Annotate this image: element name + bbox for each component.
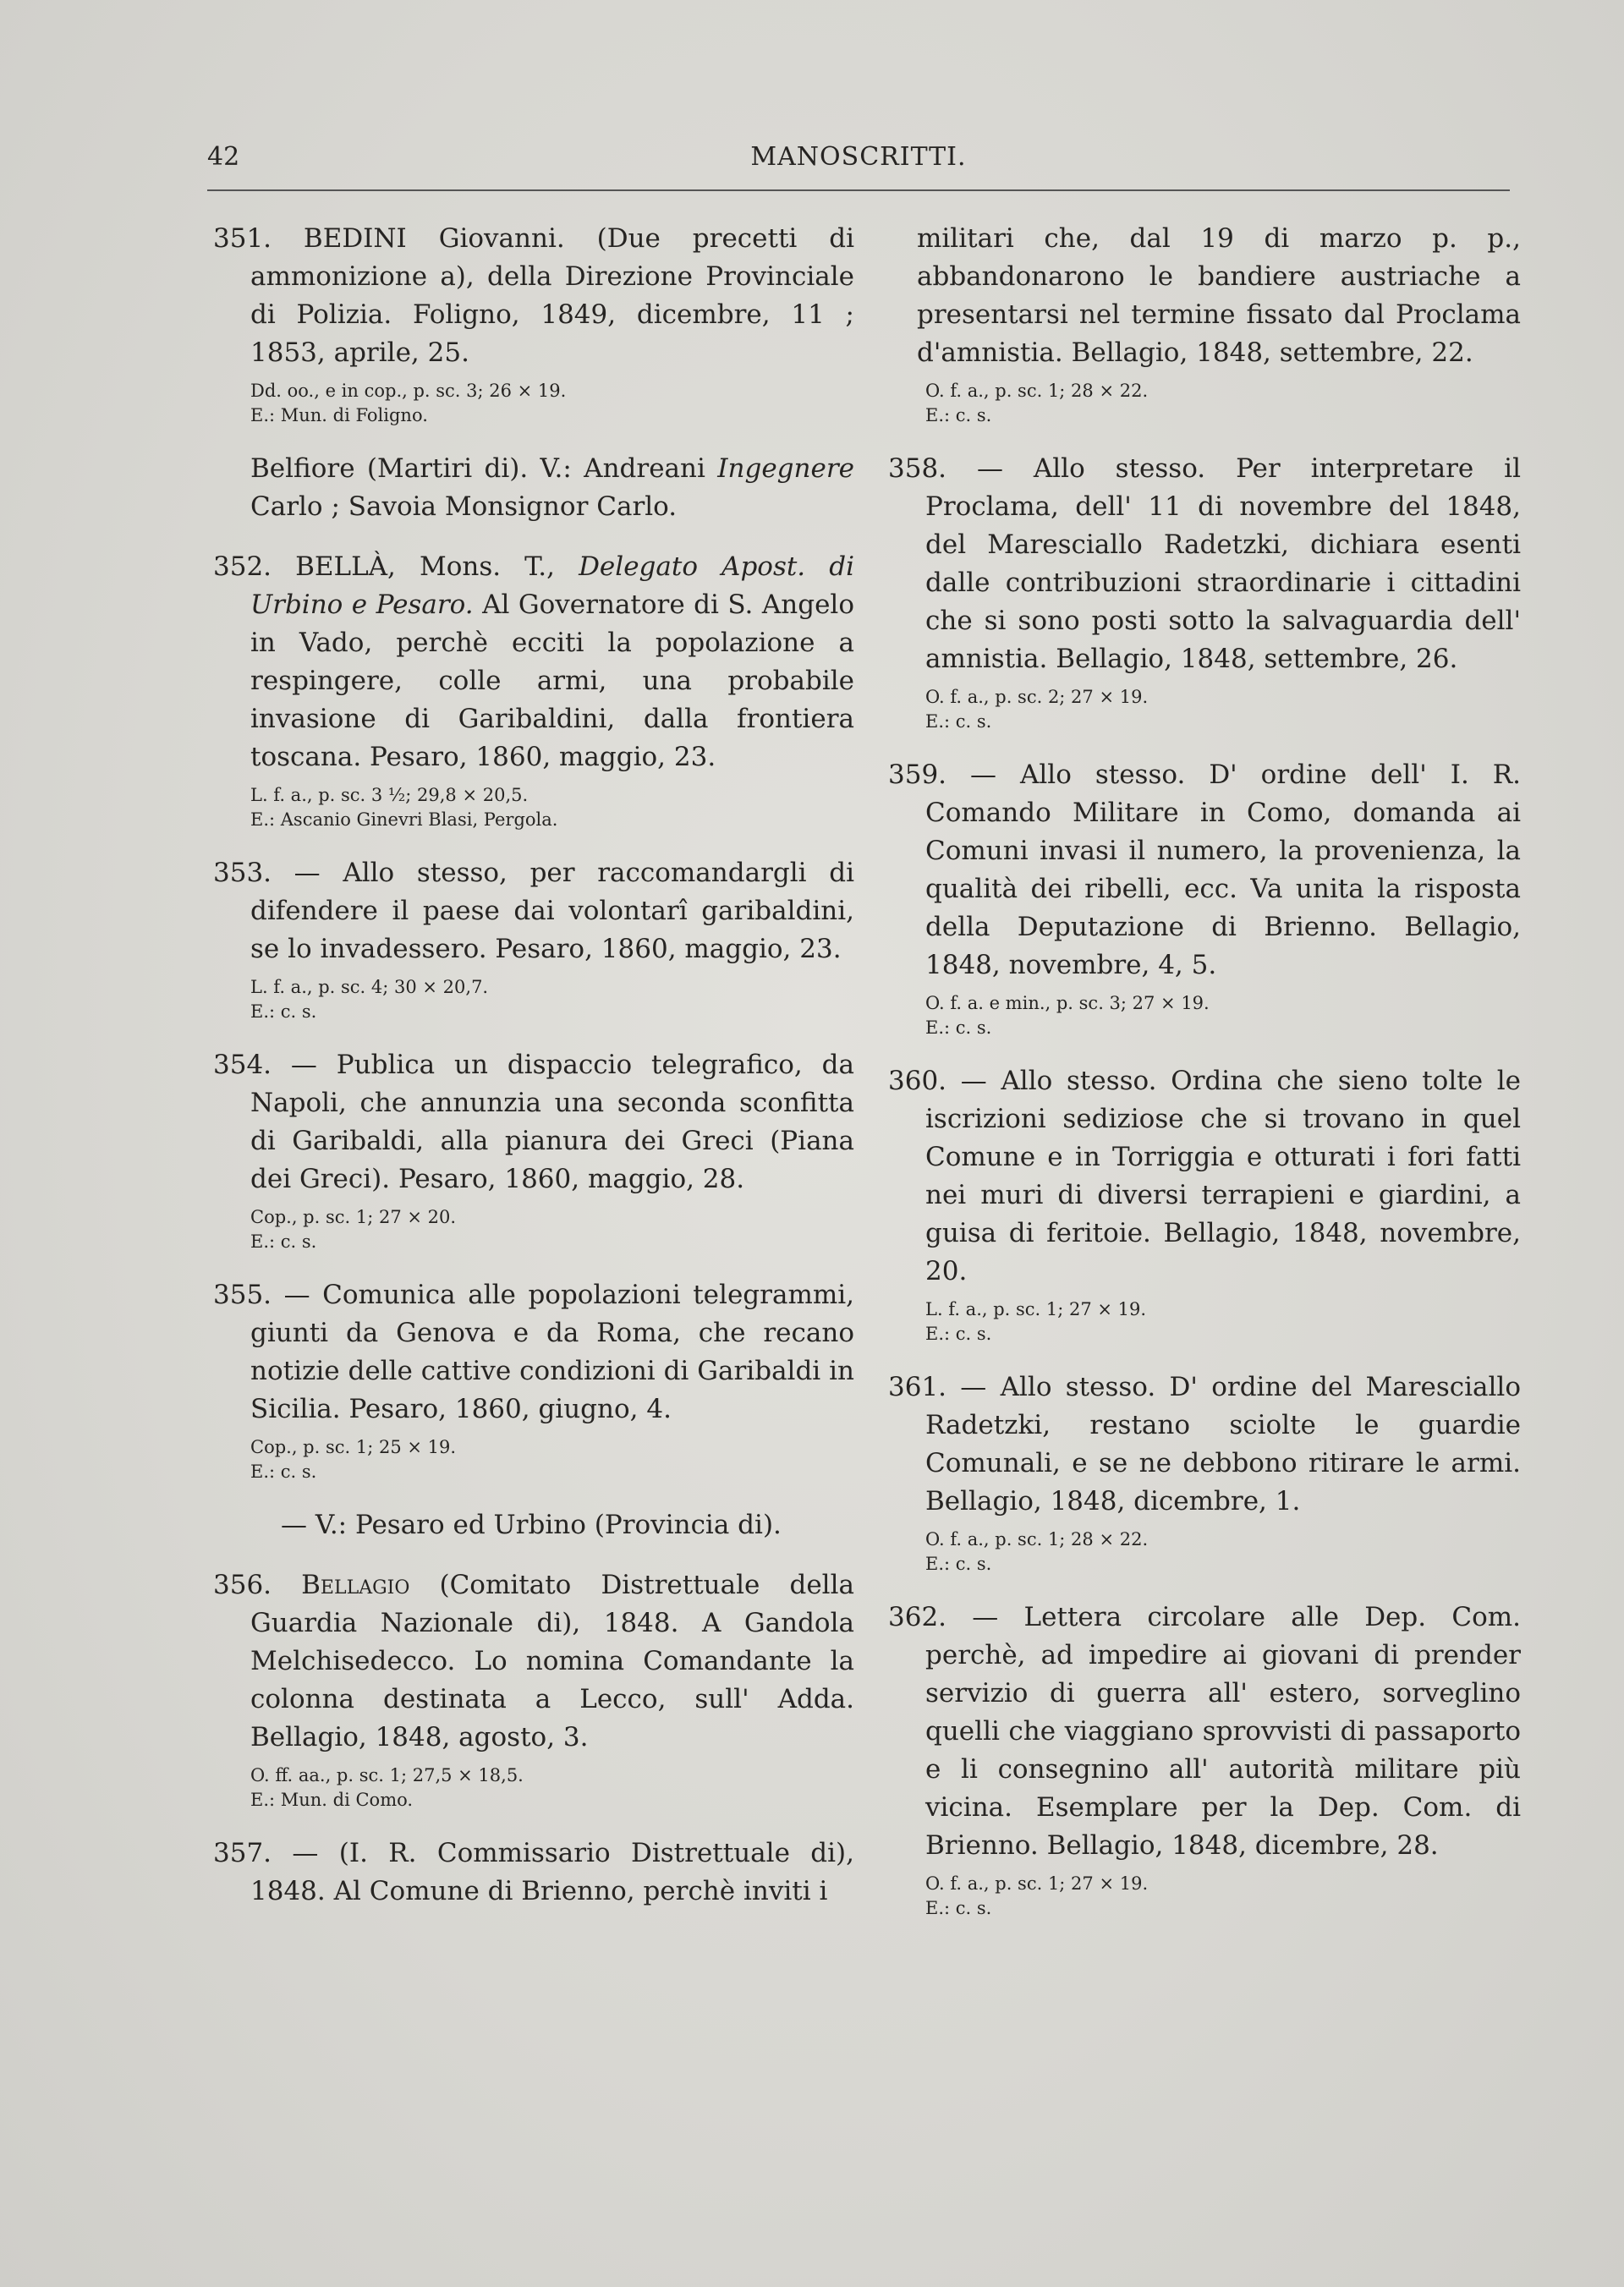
entry-360 <box>888 1062 1521 1346</box>
entry-text <box>213 548 854 776</box>
entry-text: 362. — Lettera circolare alle Dep. Com. perchè, ad impedire ai giovani di prender servizio di guerra all' estero, sorveglino quelli che viaggiano sprovvisti di passaporto e li consegnino all' autorità militare più vicina. Esemplare per la Dep. Com. di Brienno. Bellagio, 1848, dicembre, 28. <box>888 1602 1521 1861</box>
entry-physical-description: Cop., p. sc. 1; 25 × 19. <box>250 1437 457 1457</box>
entry-physical-description: Dd. oo., e in cop., p. sc. 3; 26 × 19. <box>250 381 567 401</box>
entry-source: E.: Mun. di Como. <box>250 1790 414 1810</box>
entry-357 <box>213 1835 854 1911</box>
entry-352 <box>213 548 854 832</box>
cross-reference-belfiore <box>213 450 854 526</box>
entry-362 <box>888 1599 1521 1921</box>
entry-357-continued <box>888 220 1521 428</box>
entry-physical-description: O. f. a. e min., p. sc. 3; 27 × 19. <box>925 993 1210 1013</box>
running-title: MANOSCRITTI. <box>750 142 967 172</box>
cross-reference-italic: Ingegnere <box>717 453 854 484</box>
entry-source: E.: c. s. <box>250 1001 317 1022</box>
cross-reference-pesaro <box>213 1506 854 1544</box>
entry-body: (Comitato Distrettuale della Guardia Nazionale di), 1848. A Gandola Melchisedecco. Lo nomina Comandante la colonna destinata a Lecco, sull' Adda. Bellagio, 1848, agosto, 3. <box>250 1570 854 1752</box>
entry-source: E.: c. s. <box>925 1898 992 1918</box>
entry-source: E.: Mun. di Foligno. <box>250 405 428 425</box>
entry-physical-description: O. f. a., p. sc. 1; 27 × 19. <box>925 1873 1149 1894</box>
entry-351 <box>213 220 854 428</box>
cross-reference-part: Belfiore (Martiri di). V.: Andreani <box>250 453 718 484</box>
entry-body: Al Governatore di S. Angelo in Vado, perchè ecciti la popolazione a respingere, colle armi, una probabile invasione di Garibaldini, dalla frontiera toscana. Pesaro, 1860, maggio, 23. <box>250 590 854 772</box>
entry-355 <box>213 1276 854 1484</box>
header-rule <box>207 189 1510 191</box>
entry-353 <box>213 854 854 1024</box>
entry-text: 353. — Allo stesso, per raccomandargli di difendere il paese dai volontarî garibaldini, se lo invadessero. Pesaro, 1860, maggio, 23. <box>213 858 854 964</box>
entry-source: E.: Ascanio Ginevri Blasi, Pergola. <box>250 809 558 830</box>
entry-physical-description: L. f. a., p. sc. 3 ½; 29,8 × 20,5. <box>250 785 529 805</box>
entry-source: E.: c. s. <box>925 1017 992 1038</box>
entry-number: 356. <box>213 1570 302 1600</box>
entry-text: 354. — Publica un dispaccio telegrafico, da Napoli, che annunzia una seconda sconfitta di Garibaldi, alla pianura dei Greci (Piana dei Greci). Pesaro, 1860, maggio, 28. <box>213 1050 854 1194</box>
entry-text <box>213 1566 854 1757</box>
entry-source: E.: c. s. <box>925 405 992 425</box>
entry-physical-description: O. f. a., p. sc. 1; 28 × 22. <box>925 381 1149 401</box>
page-header <box>207 142 1510 184</box>
entry-physical-description: O. f. a., p. sc. 1; 28 × 22. <box>925 1529 1149 1549</box>
right-column <box>888 220 1521 1943</box>
entry-heading-smallcaps: Bellagio <box>301 1570 410 1600</box>
entry-physical-description: L. f. a., p. sc. 1; 27 × 19. <box>925 1299 1147 1319</box>
entry-source: E.: c. s. <box>250 1462 317 1482</box>
entry-source: E.: c. s. <box>250 1231 317 1252</box>
entry-text: 359. — Allo stesso. D' ordine dell' I. R. Comando Militare in Como, domanda ai Comuni invasi il numero, la provenienza, la qualità dei ribelli, ecc. Va unita la risposta della Deputazione di Brienno. Bellagio, 1848, novembre, 4, 5. <box>888 760 1521 980</box>
entry-title-italic: Delegato Apost. di Urbino e Pesaro. <box>250 551 854 620</box>
cross-reference-text: — V.: Pesaro ed Urbino (Provincia di). <box>281 1510 782 1540</box>
entry-physical-description: L. f. a., p. sc. 4; 30 × 20,7. <box>250 977 489 997</box>
page-number: 42 <box>207 142 240 172</box>
entry-text: 355. — Comunica alle popolazioni telegrammi, giunti da Genova e da Roma, che recano notizie delle cattive condizioni di Garibaldi in Sicilia. Pesaro, 1860, giugno, 4. <box>213 1280 854 1424</box>
left-column <box>213 220 854 1933</box>
entry-356 <box>213 1566 854 1813</box>
cross-reference-text <box>213 450 854 526</box>
entry-physical-description: O. ff. aa., p. sc. 1; 27,5 × 18,5. <box>250 1765 524 1785</box>
entry-physical-description: O. f. a., p. sc. 2; 27 × 19. <box>925 687 1149 707</box>
entry-361 <box>888 1368 1521 1577</box>
entry-source: E.: c. s. <box>925 1324 992 1344</box>
entry-text: militari che, dal 19 di marzo p. p., abbandonarono le bandiere austriache a presentarsi nel termine fissato dal Proclama d'amnistia. Bellagio, 1848, settembre, 22. <box>917 223 1521 368</box>
entry-354 <box>213 1046 854 1254</box>
entry-359 <box>888 756 1521 1040</box>
entry-text: 361. — Allo stesso. D' ordine del Maresciallo Radetzki, restano sciolte le guardie Comunali, e se ne debbono ritirare le armi. Bellagio, 1848, dicembre, 1. <box>888 1372 1521 1516</box>
entry-358 <box>888 450 1521 734</box>
cross-reference-part: Carlo ; Savoia Monsignor Carlo. <box>250 491 678 522</box>
entry-text: 360. — Allo stesso. Ordina che sieno tolte le iscrizioni sediziose che si trovano in quel Comune e in Torriggia e otturati i fori fatti nei muri di diversi terrapieni e giardini, a guisa di feritoie. Bellagio, 1848, novembre, 20. <box>888 1066 1521 1286</box>
entry-text: 358. — Allo stesso. Per interpretare il Proclama, dell' 11 di novembre del 1848, del Maresciallo Radetzki, dichiara esenti dalle contribuzioni straordinarie i cittadini che si sono posti sotto la salvaguardia dell' amnistia. Bellagio, 1848, settembre, 26. <box>888 453 1521 674</box>
entry-text: 351. BEDINI Giovanni. (Due precetti di ammonizione a), della Direzione Provinciale di Polizia. Foligno, 1849, dicembre, 11 ; 1853, aprile, 25. <box>213 223 854 368</box>
entry-physical-description: Cop., p. sc. 1; 27 × 20. <box>250 1207 457 1227</box>
entry-source: E.: c. s. <box>925 1554 992 1574</box>
entry-source: E.: c. s. <box>925 711 992 732</box>
entry-lead: 352. BELLÀ, Mons. T., <box>213 551 579 582</box>
entry-text: 357. — (I. R. Commissario Distrettuale di), 1848. Al Comune di Brienno, perchè inviti i <box>213 1838 854 1906</box>
